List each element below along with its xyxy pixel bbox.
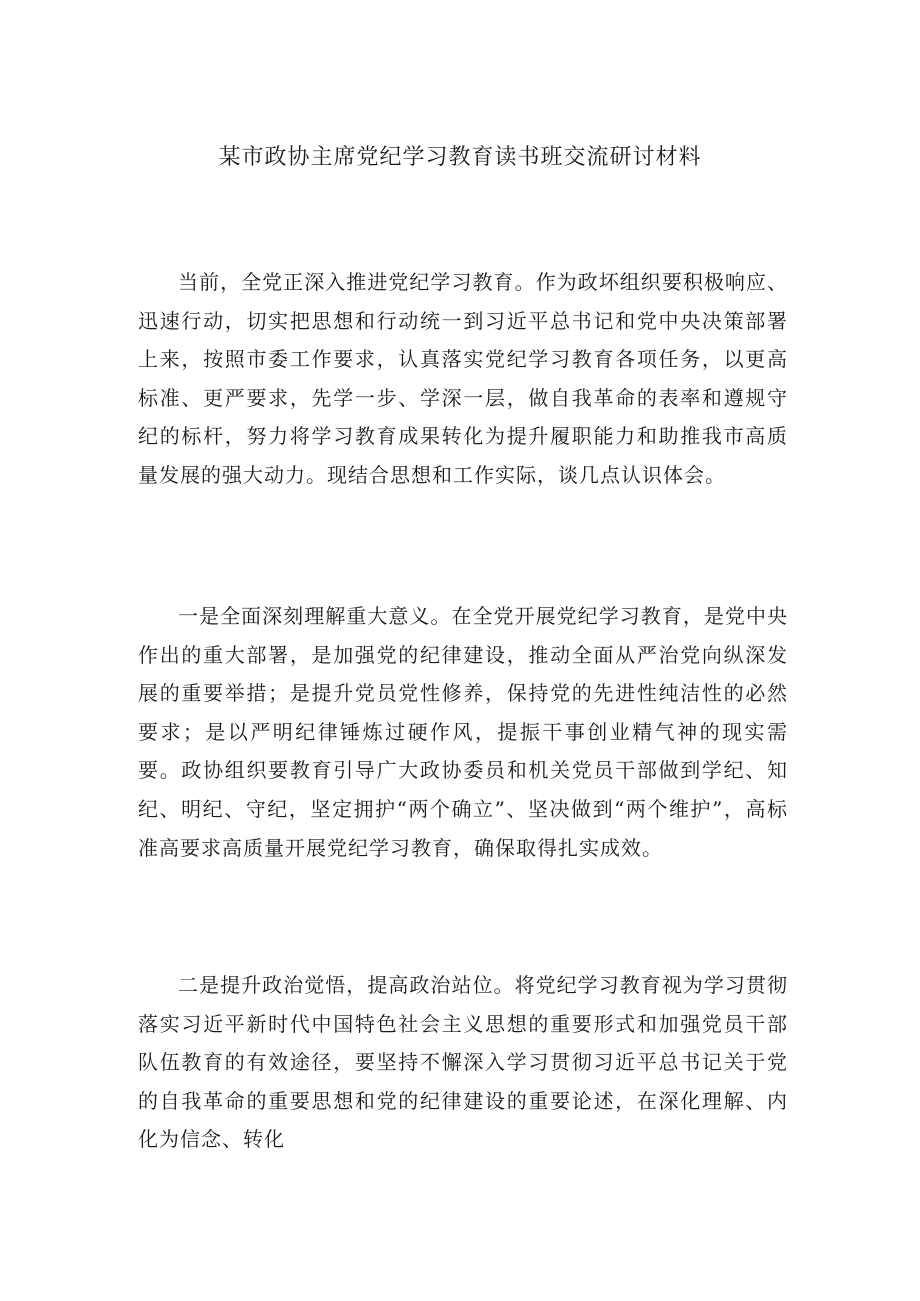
paragraph-point-one: 一是全面深刻理解重大意义。在全党开展党纪学习教育，是党中央作出的重大部署，是加强党的纪律建设，推动全面从严治党向纵深发展的重要举措；是提升党员党性修养，保持党的先进性纯洁性的必然要求；是以严明纪律锤炼过硬作风，提振干事创业精气神的现实需要。政协组织要教育引导广大政协委员和机关党员干部做到学纪、知纪、明纪、守纪，坚定拥护“两个确立”、坚决做到“两个维护”，高标准高要求高质量开展党纪学习教育，确保取得扎实成效。 [138,604,788,860]
paragraph-point-two: 二是提升政治觉悟，提高政治站位。将党纪学习教育视为学习贯彻落实习近平新时代中国特色社会主义思想的重要形式和加强党员干部队伍教育的有效途径，要坚持不懈深入学习贯彻习近平总书记关于党的自我革命的重要思想和党的纪律建设的重要论述，在深化理解、内化为信念、转化 [138,973,788,1152]
document-title: 某市政协主席党纪学习教育读书班交流研讨材料 [218,145,702,170]
paragraph-intro: 当前，全党正深入推进党纪学习教育。作为政坏组织要积极响应、迅速行动，切实把思想和行动统一到习近平总书记和党中央决策部署上来，按照市委工作要求，认真落实党纪学习教育各项任务，以更高标准、更严要求，先学一步、学深一层，做自我革命的表率和遵规守纪的标杆，努力将学习教育成果转化为提升履职能力和助推我市高质量发展的强大动力。现结合思想和工作实际，谈几点认识体会。 [138,270,788,487]
